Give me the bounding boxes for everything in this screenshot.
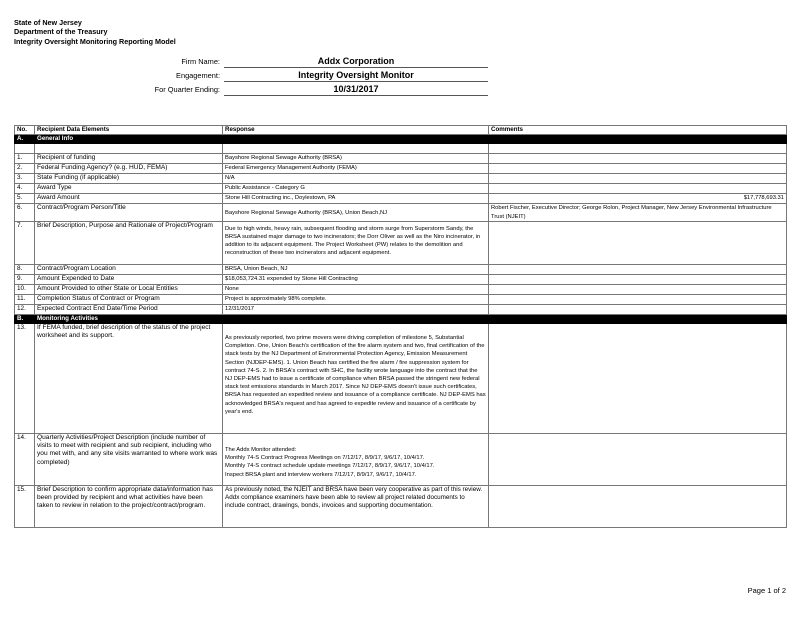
table-row: 1. Recipient of funding Bayshore Regional Sewage Authority (BRSA) bbox=[15, 154, 787, 164]
table-row: 8. Contract/Program Location BRSA, Union Beach, NJ bbox=[15, 264, 787, 274]
engagement-label: Engagement: bbox=[176, 71, 220, 80]
report-header bbox=[14, 18, 176, 46]
firm-name-value: Addx Corporation bbox=[224, 56, 488, 68]
award-amount-value: $17,778,693.31 bbox=[489, 194, 787, 204]
table-row: 7. Brief Description, Purpose and Rationale of Project/Program Due to high winds, heavy rain, subsequent flooding and storm surge from Superstorm Sandy, the BRSA sustained major damage to two incinerators; the Dorr Oliver as well as the Niro incinerator, in addition to its adjacent equipment. The Project Worksheet (PW) relates to the demolition and reconstruction of these two incinerators and adjacent equipment. bbox=[15, 221, 787, 264]
col-header-elements: Recipient Data Elements bbox=[35, 126, 223, 135]
firm-name-label: Firm Name: bbox=[181, 57, 220, 66]
state-name: State of New Jersey bbox=[14, 18, 82, 27]
table-row: 6. Contract/Program Person/Title Bayshore Regional Sewage Authority (BRSA), Union Beach,NJ Robert Fischer, Executive Director; George Rolon, Project Manager, New Jersey Environmental Infrastructure Trust (NJEIT) bbox=[15, 204, 787, 221]
table-row: 12. Expected Contract End Date/Time Period 12/31/2017 bbox=[15, 304, 787, 314]
col-header-response: Response bbox=[223, 126, 489, 135]
section-b-row bbox=[15, 314, 787, 323]
section-a-row bbox=[15, 135, 787, 144]
table-row: 10. Amount Provided to other State or Local Entities None bbox=[15, 284, 787, 294]
table-row: 9. Amount Expended to Date $18,053,724.31 expended by Stone Hill Contracting bbox=[15, 274, 787, 284]
quarter-value: 10/31/2017 bbox=[224, 84, 488, 96]
report-table bbox=[14, 125, 787, 528]
table-row: 14. Quarterly Activities/Project Description (include number of visits to meet with recipient and sub recipient, including who you met with, and any site visits warranted to where work was completed) The Addx Monitor attended: Monthly 74-S Contract Progress Meetings on 7/12/17, 8/9/17, 9/6/17, 10/4/17. Monthly 74-S contract schedule update meetings 7/12/17, 8/9/17, 9/6/17, 10/4/17. Inspect BRSA plant and interview workers 7/12/17, 8/9/17, 9/6/17, 10/4/17. bbox=[15, 434, 787, 486]
section-a-no: A. bbox=[15, 135, 35, 144]
table-row: 5. Award Amount Stone Hill Contracting inc., Doylestown, PA $17,778,693.31 bbox=[15, 194, 787, 204]
department-name: Department of the Treasury bbox=[14, 27, 108, 37]
spacer-row bbox=[15, 144, 787, 154]
table-row: 3. State Funding (if applicable) N/A bbox=[15, 174, 787, 184]
page-number: Page 1 of 2 bbox=[747, 586, 786, 595]
engagement-value: Integrity Oversight Monitor bbox=[224, 70, 488, 82]
col-header-comments: Comments bbox=[489, 126, 787, 135]
table-row: 15. Brief Description to confirm appropriate data/information has been provided by recipient and what activities have been taken to review in relation to the project/contract/program. As previously noted, the NJEIT and BRSA have been very cooperative as part of this review. Addx compliance examiners have been able to review all project related documents to include contract, drawings, bonds, invoices and supporting documentation. bbox=[15, 486, 787, 528]
table-row: 13. If FEMA funded, brief description of the status of the project worksheet and its support. As previously reported, two prime movers were driving completion of milestone 5, Substantial Completion. One, Union Beach's certification of the fire alarm system and two, final certification of the stack tests by the NJ Department of Environmental Protection Agency, Emission Measurement Section (NJDEP-EMS). 1. Union Beach has certified the fire alarm / fire suppression system for contract 74-S. 2. In BRSA's contract with SHC, the facility wrote language into the contract that the NJ DEP-EMS had to issue a certificate of compliance when BRSA passed the stringent new federal stack test emissions standards in March 2017. Since NJ DEP-EMS doesn't issue such certificates, BRSA has requested an expedited review and issuance of a compliance certificate. NJ DEP-EMS has acknowledged BRSA's request and has agreed to expedite review and issuance of a certificate by year's end. bbox=[15, 324, 787, 434]
section-b-no: B. bbox=[15, 314, 35, 323]
table-row: 4. Award Type Public Assistance - Category G bbox=[15, 184, 787, 194]
report-title: Integrity Oversight Monitoring Reporting Model bbox=[14, 36, 176, 46]
table-row: 11. Completion Status of Contract or Program Project is approximately 98% complete. bbox=[15, 294, 787, 304]
table-header-row bbox=[15, 126, 787, 135]
section-a-label: General Info bbox=[35, 135, 223, 144]
table-row: 2. Federal Funding Agency? (e.g. HUD, FEMA) Federal Emergency Management Authority (FEMA) bbox=[15, 164, 787, 174]
quarter-label: For Quarter Ending: bbox=[154, 85, 220, 94]
col-header-no: No. bbox=[15, 126, 35, 135]
section-b-label: Monitoring Activities bbox=[35, 314, 223, 323]
